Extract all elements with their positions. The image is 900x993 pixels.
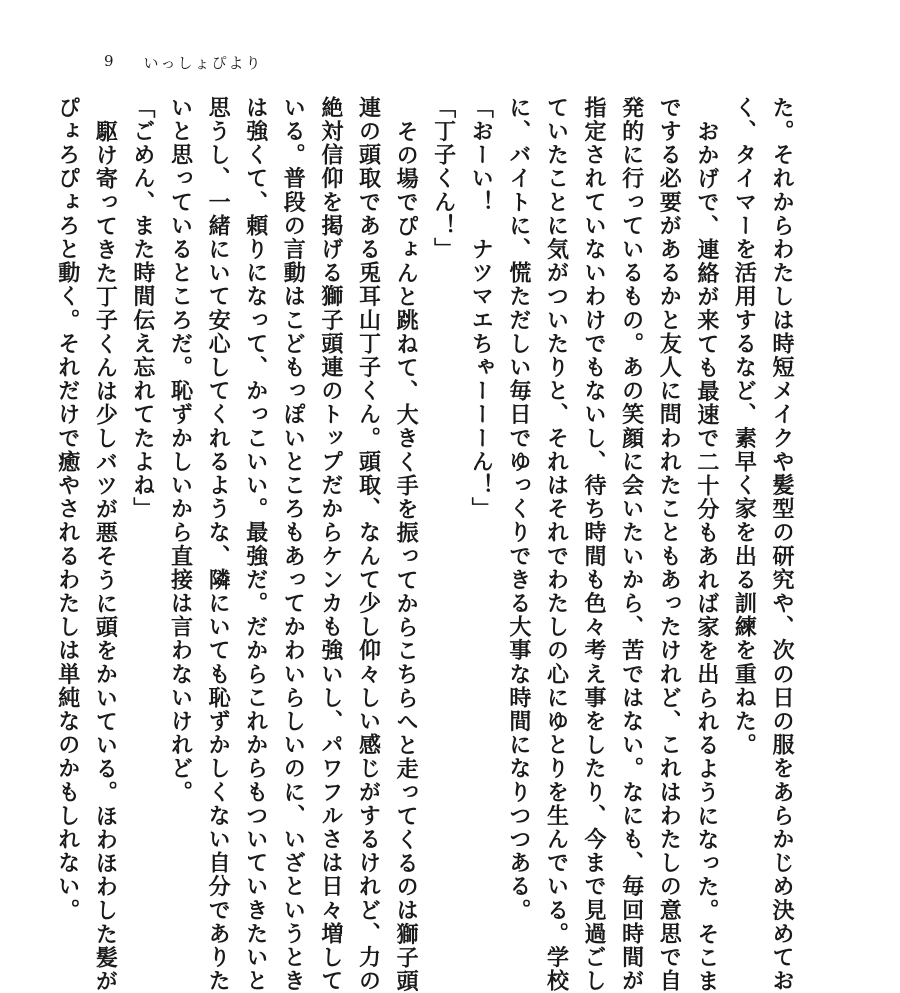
text-line: 思うし、一緒にいて安心してくれるような、隣にいても恥ずかしくない自分でありた: [205, 96, 232, 993]
text-line: は強くて、頼りになって、かっこいい。最強だ。だからこれからもついていきたいと: [242, 96, 269, 993]
text-line: 連の頭取である兎耳山丁子くん。頭取、なんて少し仰々しい感じがするけれど、力の: [355, 96, 382, 993]
text-line: に、バイトに、慌ただしい毎日でゆっくりできる大事な時間になりつつある。: [505, 96, 532, 922]
text-line: おかげで、連絡が来ても最速で二十分もあれば家を出られるようになった。そこま: [693, 120, 720, 993]
text-line: 「丁子くん！」: [430, 96, 457, 262]
running-title: いっしょぴより: [143, 54, 263, 72]
text-line: でする必要があるかと友人に問われたこともあったけれど、これはわたしの意思で自: [656, 96, 683, 993]
text-line: ていたことに気がついたりと、それはそれでわたしの心にゆとりを生んでいる。学校: [543, 96, 570, 993]
text-line: 「おーい！ ナツマエちゃーーーん！」: [468, 96, 495, 521]
text-line: 発的に行っているもの。あの笑顔に会いたいから、苦ではない。なにも、毎回時間が: [618, 96, 645, 993]
text-line: 絶対信仰を掲げる獅子頭連のトップだからケンカも強いし、パワフルさは日々増して: [317, 96, 344, 993]
running-header: [104, 52, 263, 73]
text-line: いる。普段の言動はこどもっぽいところもあってかわいらしいのに、いざというとき: [280, 96, 307, 993]
text-line: いと思っているところだ。恥ずかしいから直接は言わないけれど。: [167, 96, 194, 804]
text-line: く、タイマーを活用するなど、素早く家を出る訓練を重ねた。: [731, 96, 758, 757]
text-line: 指定されていないわけでもないし、待ち時間も色々考え事をしたり、今まで見過ごし: [581, 96, 608, 993]
vertical-body-text: [48, 96, 800, 993]
page-number: 9: [104, 52, 116, 70]
text-line: 駆け寄ってきた丁子くんは少しバツが悪そうに頭をかいている。ほわほわした髪が: [92, 120, 119, 993]
text-line: た。それからわたしは時短メイクや髪型の研究や、次の日の服をあらかじめ決めてお: [769, 96, 795, 993]
text-line: 「ごめん、また時間伝え忘れてたよね」: [129, 96, 156, 521]
text-line: その場でぴょんと跳ねて、大きく手を振ってからこちらへと走ってくるのは獅子頭: [393, 120, 420, 993]
text-line: ぴょろぴょろと動く。それだけで癒やされるわたしは単純なのかもしれない。: [54, 96, 81, 922]
